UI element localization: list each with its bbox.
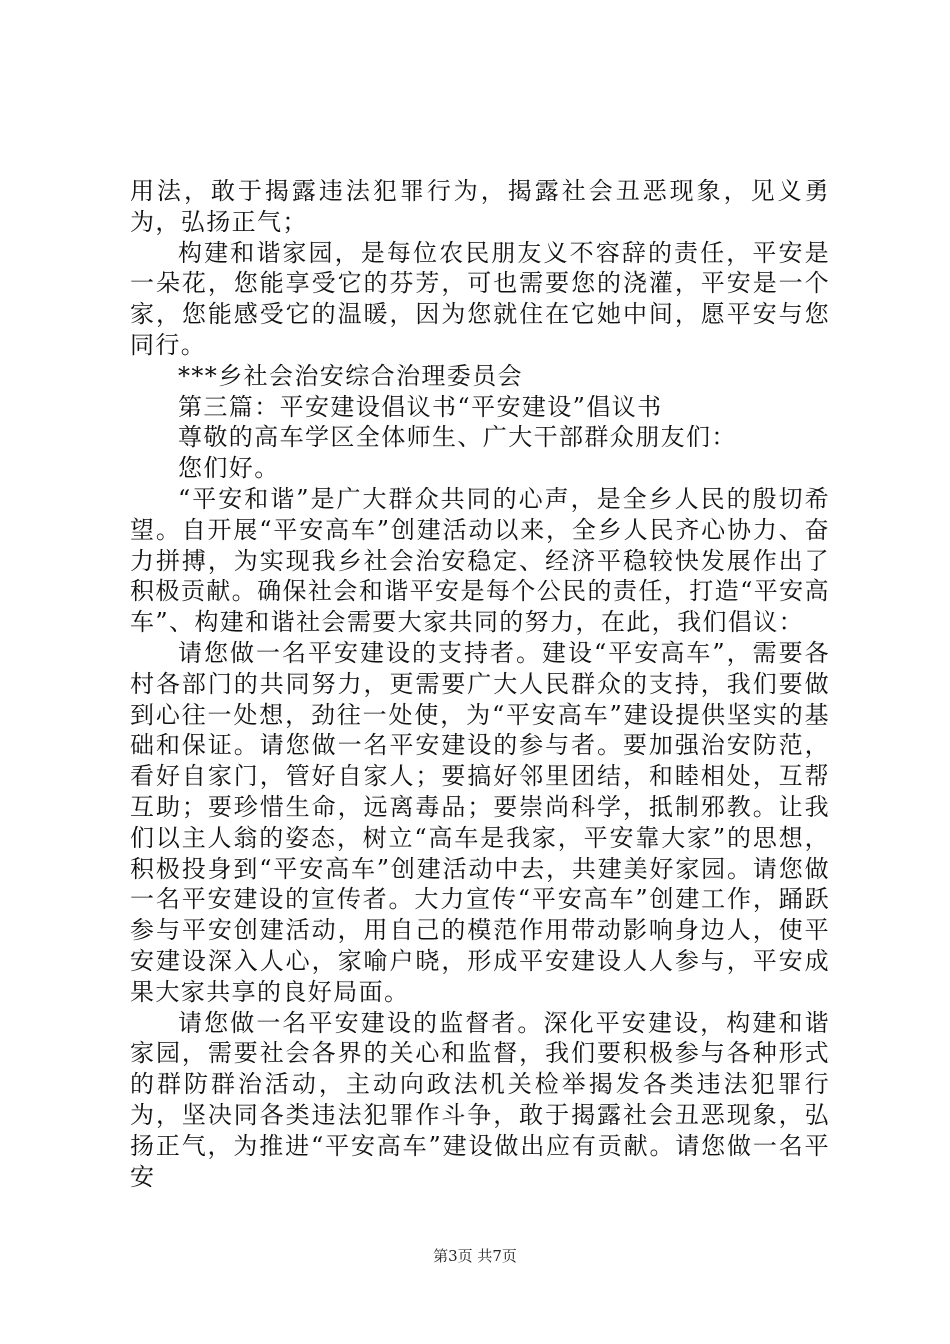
section-title: 第三篇：平安建设倡议书“平安建设”倡议书 [178, 392, 663, 421]
greeting: 您们好。 [178, 454, 280, 483]
salutation: 尊敬的高车学区全体师生、广大干部群众朋友们： [178, 423, 737, 452]
paragraph-harmony-home: 构建和谐家园，是每位农民朋友义不容辞的责任，平安是一朵花，您能享受它的芬芳，可也需要您的浇灌，平安是一个家，您能感受它的温暖，因为您就住在它她中间，愿平安与您同行。 [130, 238, 830, 359]
paragraph-intro: “平安和谐”是广大群众共同的心声，是全乡人民的殷切希望。自开展“平安高车”创建活动以来，全乡人民齐心协力、奋力拼搏，为实现我乡社会治安稳定、经济平稳较快发展作出了积极贡献。确保社会和谐平安是每个公民的责任，打造“平安高车”、构建和谐社会需要大家共同的努力，在此，我们倡议： [130, 484, 830, 637]
page-footer [0, 1246, 950, 1266]
paragraph-supporter: 请您做一名平安建设的支持者。建设“平安高车”，需要各村各部门的共同努力，更需要广大人民群众的支持，我们要做到心往一处想，劲往一处使，为“平安高车”建设提供坚实的基础和保证。请您做一名平安建设的参与者。要加强治安防范，看好自家门，管好自家人；要搞好邻里团结，和睦相处，互帮互助；要珍惜生命，远离毒品；要崇尚科学，抵制邪教。让我们以主人翁的姿态，树立“高车是我家，平安靠大家”的思想，积极投身到“平安高车”创建活动中去，共建美好家园。请您做一名平安建设的宣传者。大力宣传“平安高车”创建工作，踊跃参与平安创建活动，用自己的模范作用带动影响身边人，使平安建设深入人心，家喻户晓，形成平安建设人人参与，平安成果大家共享的良好局面。 [130, 638, 830, 1006]
page-indicator: 第3页 共7页 [433, 1247, 517, 1265]
signature-committee: ***乡社会治安综合治理委员会 [178, 361, 523, 390]
document-body [130, 176, 830, 1192]
paragraph-continuation: 用法，敢于揭露违法犯罪行为，揭露社会丑恶现象，见义勇为，弘扬正气； [130, 177, 830, 236]
paragraph-supervisor: 请您做一名平安建设的监督者。深化平安建设，构建和谐家园，需要社会各界的关心和监督，我们要积极参与各种形式的群防群治活动，主动向政法机关检举揭发各类违法犯罪行为，坚决同各类违法犯罪作斗争，敢于揭露社会丑恶现象，弘扬正气，为推进“平安高车”建设做出应有贡献。请您做一名平安 [130, 1008, 830, 1191]
